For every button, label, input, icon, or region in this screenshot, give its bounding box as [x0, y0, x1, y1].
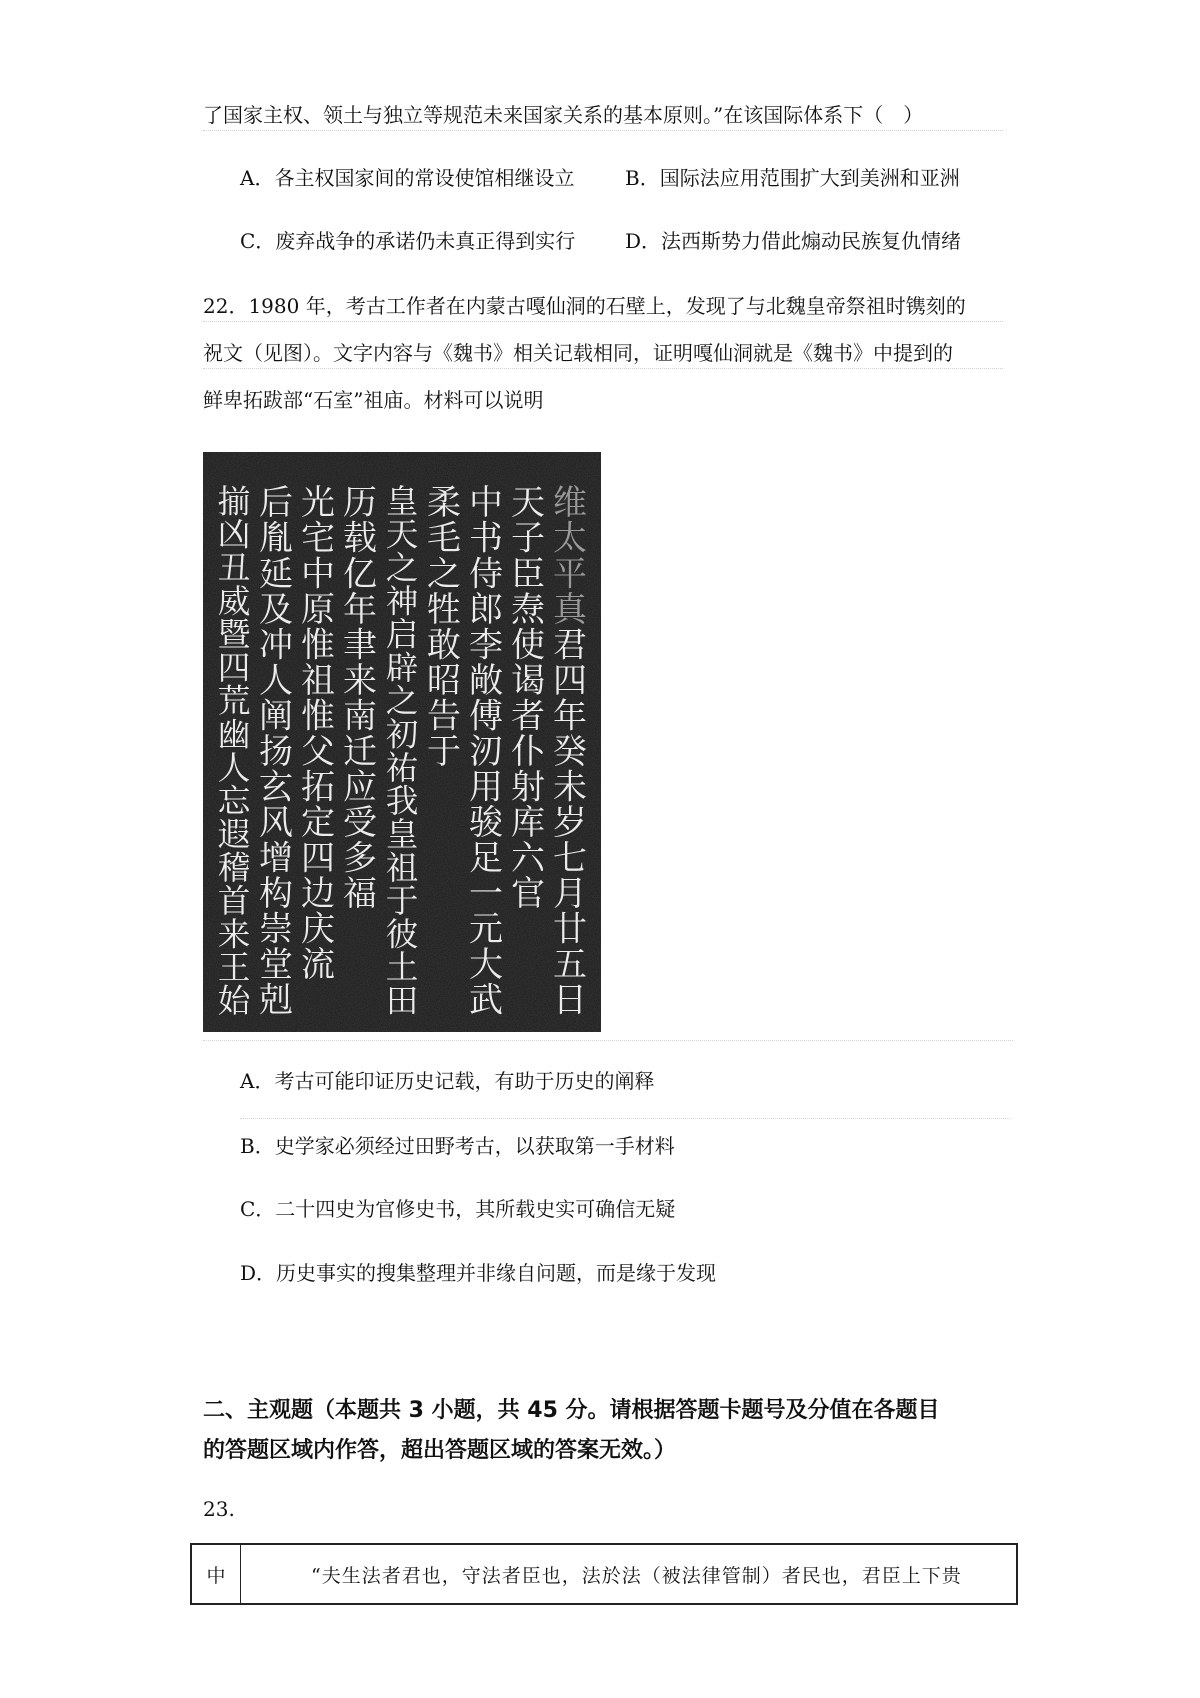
inscription-char: 风 [259, 803, 293, 844]
inscription-char: 年 [553, 696, 587, 737]
inscription-char: 受 [343, 803, 377, 844]
inscription-char: 遐 [217, 815, 251, 854]
inscription-char: 傅 [469, 696, 503, 737]
inscription-char: 射 [511, 767, 545, 808]
inscription-char: 历 [343, 483, 377, 524]
inscription-char: 祖 [385, 848, 419, 887]
inscription-rubbing-image [203, 452, 601, 1032]
inscription-char: 君 [553, 625, 587, 666]
inscription-char: 平 [553, 554, 587, 595]
inscription-char: 边 [301, 874, 335, 915]
inscription-char: 之 [385, 682, 419, 721]
table-text-cell: “夫生法者君也，守法者臣也，法於法（被法律管制）者民也，君臣上下贵 [241, 1544, 1018, 1604]
inscription-char: 人 [217, 748, 251, 787]
inscription-char: 中 [301, 554, 335, 595]
inscription-char: 揃 [217, 482, 251, 521]
q22-option-a: A．考古可能印证历史记载，有助于历史的阐释 [240, 1069, 655, 1093]
inscription-char: 胤 [259, 518, 293, 559]
inscription-char: 来 [217, 915, 251, 954]
inscription-char: 来 [343, 660, 377, 701]
q22-option-c: C．二十四史为官修史书，其所载史实可确信无疑 [240, 1197, 676, 1221]
inscription-char: 日 [553, 980, 587, 1021]
inscription-char: 一 [469, 874, 503, 915]
inscription-char: 原 [301, 589, 335, 630]
inscription-char: 辟 [385, 648, 419, 687]
inscription-char: 六 [511, 838, 545, 879]
inscription-char: 光 [301, 483, 335, 524]
inscription-char: 元 [469, 909, 503, 950]
q22-line-1: 22．1980 年，考古工作者在内蒙古嘎仙洞的石壁上，发现了与北魏皇帝祭祖时镌刻的 [203, 291, 1003, 322]
inscription-char: 告 [427, 696, 461, 737]
inscription-char: 扬 [259, 731, 293, 772]
inscription-char: 癸 [553, 731, 587, 772]
inscription-char: 幽 [217, 715, 251, 754]
inscription-char: 启 [385, 615, 419, 654]
inscription-char: 于 [427, 731, 461, 772]
inscription-char: 亿 [343, 554, 377, 595]
inscription-char: 官 [511, 874, 545, 915]
q22-line-3: 鲜卑拓跋部“石室”祖庙。材料可以说明 [203, 388, 544, 412]
inscription-char: 者 [511, 696, 545, 737]
inscription-char: 岁 [553, 803, 587, 844]
inscription-char: 中 [469, 483, 503, 524]
inscription-char: 载 [343, 518, 377, 559]
inscription-char: 聿 [343, 625, 377, 666]
inscription-char: 多 [343, 838, 377, 879]
inscription-char: 堂 [259, 945, 293, 986]
inscription-char: 侍 [469, 554, 503, 595]
inscription-char: 敞 [469, 660, 503, 701]
divider [240, 1118, 1010, 1119]
divider [203, 1040, 1013, 1041]
intro-line: 了国家主权、领土与独立等规范未来国家关系的基本原则。”在该国际体系下（ ） [203, 100, 1003, 131]
inscription-char: 牲 [427, 589, 461, 630]
inscription-char: 定 [301, 803, 335, 844]
inscription-char: 柔 [427, 483, 461, 524]
inscription-char: 稽 [217, 848, 251, 887]
inscription-char: 维 [553, 483, 587, 524]
inscription-char: 太 [553, 518, 587, 559]
inscription-char: 书 [469, 518, 503, 559]
inscription-char: 郎 [469, 589, 503, 630]
inscription-char: 剋 [259, 980, 293, 1021]
inscription-char: 子 [511, 518, 545, 559]
inscription-char: 之 [427, 554, 461, 595]
inscription-char: 阐 [259, 696, 293, 737]
inscription-char: 人 [259, 660, 293, 701]
inscription-char: 祐 [385, 748, 419, 787]
inscription-char: 真 [553, 589, 587, 630]
inscription-char: 四 [553, 660, 587, 701]
inscription-char: 七 [553, 838, 587, 879]
inscription-char: 我 [385, 782, 419, 821]
q23-number: 23. [203, 1497, 235, 1521]
inscription-char: 月 [553, 874, 587, 915]
inscription-char: 父 [301, 731, 335, 772]
inscription-char: 骏 [469, 803, 503, 844]
inscription-char: 焘 [511, 589, 545, 630]
inscription-char: 彼 [385, 915, 419, 954]
inscription-char: 冲 [259, 625, 293, 666]
q21-option-c: C．废弃战争的承诺仍未真正得到实行 [240, 229, 576, 253]
inscription-char: 毛 [427, 518, 461, 559]
inscription-char: 玄 [259, 767, 293, 808]
inscription-char: 皇 [385, 482, 419, 521]
inscription-char: 福 [343, 874, 377, 915]
inscription-char: 年 [343, 589, 377, 630]
inscription-char: 暨 [217, 615, 251, 654]
inscription-char: 及 [259, 589, 293, 630]
inscription-char: 应 [343, 767, 377, 808]
q22-option-d: D．历史事实的搜集整理并非缘自问题，而是缘于发现 [240, 1261, 717, 1285]
inscription-char: 首 [217, 882, 251, 921]
q22-option-b: B．史学家必须经过田野考古，以获取第一手材料 [240, 1134, 675, 1158]
inscription-char: 田 [385, 982, 419, 1021]
inscription-char: 天 [385, 515, 419, 554]
section-heading-line-1: 二、主观题（本题共 3 小题，共 45 分。请根据答题卡题号及分值在各题目 [203, 1398, 940, 1423]
inscription-char: 大 [469, 945, 503, 986]
inscription-char: 神 [385, 582, 419, 621]
inscription-char: 库 [511, 803, 545, 844]
inscription-char: 拓 [301, 767, 335, 808]
inscription-char: 延 [259, 554, 293, 595]
q22-line-2: 祝文（见图）。文字内容与《魏书》相关记载相同，证明嘎仙洞就是《魏书》中提到的 [203, 338, 1003, 369]
inscription-char: 谒 [511, 660, 545, 701]
table-label-cell: 中 [191, 1544, 241, 1604]
inscription-char: 足 [469, 838, 503, 879]
inscription-char: 李 [469, 625, 503, 666]
inscription-char: 四 [301, 838, 335, 879]
q23-material-table [190, 1543, 1018, 1605]
inscription-char: 后 [259, 483, 293, 524]
inscription-char: 仆 [511, 731, 545, 772]
inscription-char: 未 [553, 767, 587, 808]
inscription-char: 臣 [511, 554, 545, 595]
inscription-char: 增 [259, 838, 293, 879]
inscription-char: 始 [217, 982, 251, 1021]
inscription-char: 祖 [301, 660, 335, 701]
inscription-char: 于 [385, 882, 419, 921]
section-heading-line-2: 的答题区域内作答，超出答题区域的答案无效。） [203, 1438, 677, 1463]
inscription-char: 廿 [553, 909, 587, 950]
inscription-char: 昭 [427, 660, 461, 701]
inscription-char: 忘 [217, 782, 251, 821]
inscription-char: 用 [469, 767, 503, 808]
inscription-char: 南 [343, 696, 377, 737]
inscription-char: 天 [511, 483, 545, 524]
q21-option-d: D．法西斯势力借此煽动民族复仇情绪 [625, 229, 962, 253]
inscription-char: 敢 [427, 625, 461, 666]
inscription-char: 宅 [301, 518, 335, 559]
q21-option-a: A．各主权国家间的常设使馆相继设立 [240, 166, 575, 190]
inscription-char: 荒 [217, 682, 251, 721]
inscription-char: 惟 [301, 625, 335, 666]
inscription-char: 凶 [217, 515, 251, 554]
inscription-char: 使 [511, 625, 545, 666]
inscription-char: 王 [217, 948, 251, 987]
inscription-char: 武 [469, 980, 503, 1021]
inscription-char: 威 [217, 582, 251, 621]
inscription-char: 崇 [259, 909, 293, 950]
inscription-char: 惟 [301, 696, 335, 737]
inscription-char: 迁 [343, 731, 377, 772]
inscription-char: 丑 [217, 548, 251, 587]
inscription-char: 四 [217, 648, 251, 687]
inscription-char: 流 [301, 945, 335, 986]
inscription-char: 五 [553, 945, 587, 986]
q21-option-b: B．国际法应用范围扩大到美洲和亚洲 [625, 166, 960, 190]
inscription-char: 构 [259, 874, 293, 915]
inscription-char: 土 [385, 948, 419, 987]
inscription-char: 庆 [301, 909, 335, 950]
inscription-char: 初 [385, 715, 419, 754]
inscription-char: 㲽 [469, 731, 503, 772]
inscription-char: 之 [385, 548, 419, 587]
inscription-char: 皇 [385, 815, 419, 854]
